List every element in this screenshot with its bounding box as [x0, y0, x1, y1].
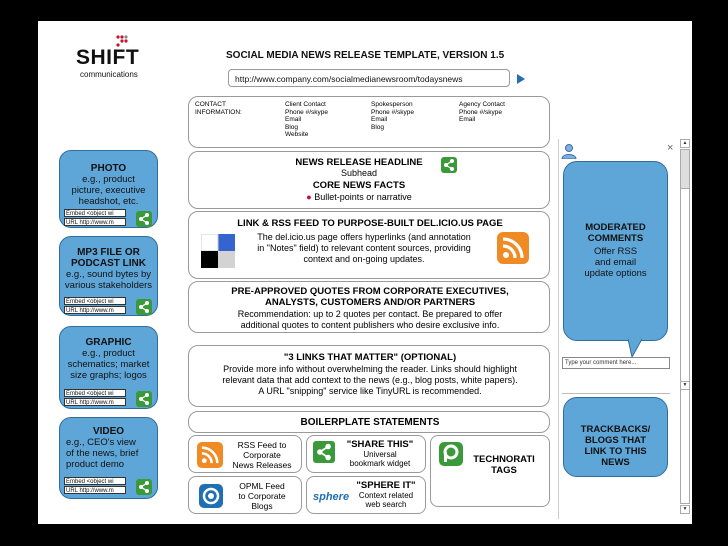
opml-text: OPML Feed to Corporate Blogs	[238, 481, 286, 511]
video-share-icon[interactable]	[136, 479, 152, 495]
scrollbar-thumb[interactable]	[680, 149, 690, 189]
url-bar[interactable]	[228, 69, 510, 87]
rss-icon[interactable]	[497, 232, 529, 264]
photo-embed-fields[interactable]: Embed <object wi URL http://www.m	[64, 209, 126, 226]
delicious-box	[188, 211, 550, 279]
contact-label: CONTACT INFORMATION:	[195, 101, 242, 116]
contact-col-agency: Agency Contact Phone #/skype Email	[459, 101, 505, 123]
share-this-text: "SHARE THIS" Universal bookmark widget	[346, 439, 414, 468]
page-title: SOCIAL MEDIA NEWS RELEASE TEMPLATE, VERSION 1.5	[226, 50, 505, 61]
links-box	[188, 345, 550, 407]
quotes-text: PRE-APPROVED QUOTES FROM CORPORATE EXECUTIVES, ANALYSTS, CUSTOMERS AND/OR PARTNERS Recommendation: up to 2 quotes per contact. Be prepared to offer additional quotes to content publishers who desire exclusive info.	[231, 286, 509, 330]
graphic-embed-fields[interactable]: Embed <object wi URL http://www.m	[64, 389, 126, 406]
mp3-share-icon[interactable]	[136, 299, 152, 315]
photo-share-icon[interactable]	[136, 211, 152, 227]
video-embed-fields[interactable]: Embed <object wi URL http://www.m	[64, 477, 126, 494]
mp3-embed-fields[interactable]: Embed <object wi URL http://www.m	[64, 297, 126, 314]
user-icon	[561, 143, 577, 159]
moderated-comments-panel: MODERATED COMMENTS Offer RSS and email update options	[563, 161, 668, 341]
logo-name: SHIFT	[76, 46, 140, 69]
share-this-tile[interactable]	[306, 435, 426, 473]
speech-tail-icon	[628, 339, 642, 357]
boilerplate-title: BOILERPLATE STATEMENTS	[300, 417, 440, 428]
slide	[38, 21, 692, 524]
quotes-box	[188, 281, 550, 333]
comment-area[interactable]	[562, 371, 670, 394]
headline-box	[188, 151, 550, 209]
sphere-it-text: "SPHERE IT" Context related web search	[356, 480, 416, 509]
trackbacks-panel: TRACKBACKS/ BLOGS THAT LINK TO THIS NEWS	[563, 397, 668, 477]
graphic-panel: GRAPHIC e.g., product schematics; market size graphs; logos Embed <object wi URL http://www.m	[59, 326, 158, 409]
bullet-icon: ●	[306, 192, 312, 202]
technorati-text: TECHNORATI TAGS	[473, 454, 535, 476]
shift-logo	[76, 35, 166, 83]
sphere-logo: sphere	[313, 491, 350, 503]
sphere-it-tile[interactable]	[306, 476, 426, 514]
rss-feed-text: RSS Feed to Corporate News Releases	[232, 440, 292, 470]
scroll-up-button[interactable]: ▲	[680, 139, 690, 148]
scroll-down-button[interactable]: ▼	[680, 505, 690, 514]
comment-input[interactable]: Type your comment here...	[562, 357, 670, 369]
delicious-body: The del.icio.us page offers hyperlinks (and annotation in "Notes" field) to relevant content sources, providing context and on-going updates.	[257, 232, 471, 264]
links-text: "3 LINKS THAT MATTER" (OPTIONAL) Provide more info without overwhelming the reader. Links should highlight relevant data that add context to the news (e.g., blog posts, white papers). A URL "snipping" service like TinyURL is recommended.	[222, 352, 518, 396]
opml-icon	[199, 484, 223, 508]
url-text: http://www.company.com/socialmedianewsroom/todaysnews	[235, 74, 463, 84]
technorati-tile[interactable]	[430, 435, 550, 507]
go-arrow-icon[interactable]	[517, 74, 525, 84]
headline-text: NEWS RELEASE HEADLINE Subhead CORE NEWS FACTS ● Bullet-points or narrative	[295, 157, 423, 202]
close-icon[interactable]: ×	[667, 142, 674, 154]
scroll-down-button-2[interactable]: ▼	[680, 381, 690, 390]
rss-feed-icon	[197, 442, 223, 468]
contact-col-client: Client Contact Phone #/skype Email Blog Website	[285, 101, 329, 138]
rss-feed-tile[interactable]	[188, 435, 302, 473]
mp3-panel: MP3 FILE OR PODCAST LINK e.g., sound bytes by various stakeholders Embed <object wi URL http://www.m	[59, 236, 158, 316]
boilerplate-box	[188, 411, 550, 433]
logo-sub: communications	[80, 70, 138, 79]
contact-col-spokesperson: Spokesperson Phone #/skype Email Blog	[371, 101, 415, 131]
video-panel: VIDEO e.g., CEO's view of the news, brief product demo Embed <object wi URL http://www.m	[59, 417, 158, 499]
share-this-icon	[313, 441, 335, 463]
share-icon[interactable]	[441, 157, 457, 173]
contact-info-box	[188, 96, 550, 148]
delicious-logo-icon	[201, 234, 235, 268]
opml-tile[interactable]	[188, 476, 302, 514]
photo-panel: PHOTO e.g., product picture, executive headshot, etc. Embed <object wi URL http://www.m	[59, 150, 158, 228]
scrollbar-track[interactable]	[680, 149, 690, 504]
graphic-share-icon[interactable]	[136, 391, 152, 407]
delicious-title: LINK & RSS FEED TO PURPOSE-BUILT DEL.ICIO.US PAGE	[237, 218, 503, 229]
